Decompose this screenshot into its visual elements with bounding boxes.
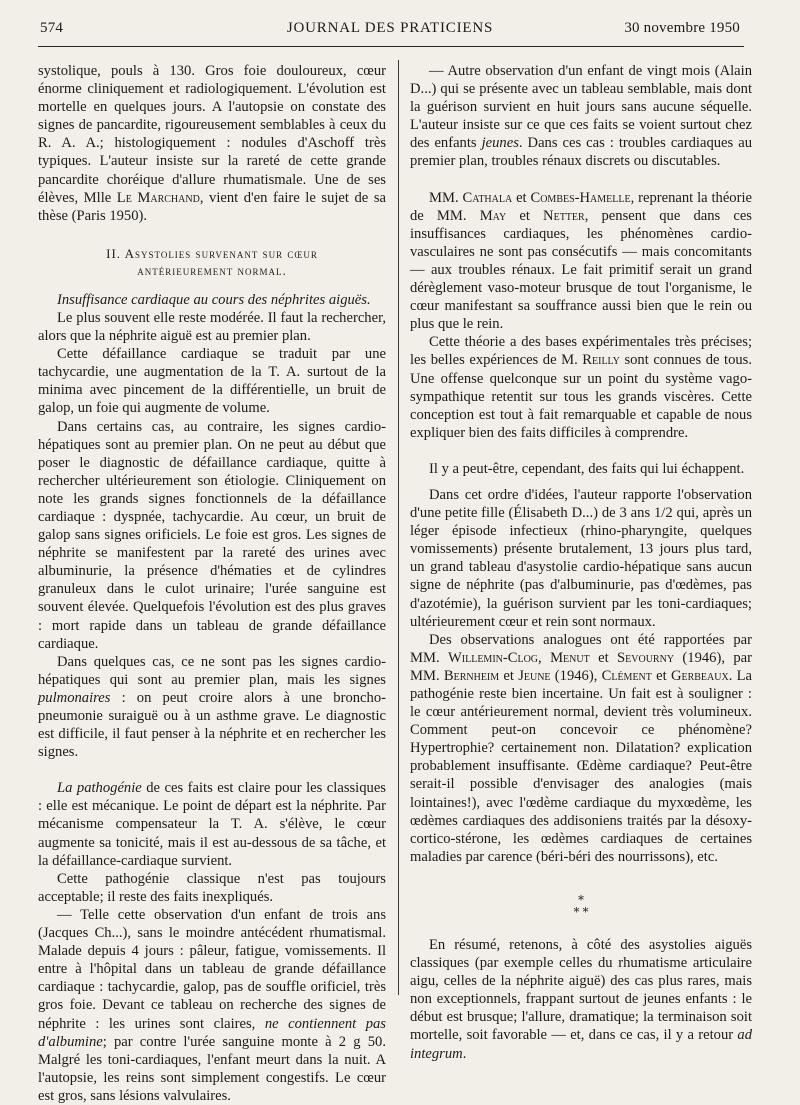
paragraph: Le plus souvent elle reste modérée. Il faut la rechercher, alors que la néphrite aiguë est au premier plan.: [38, 309, 386, 345]
paragraph: MM. Cathala et Combes-Hamelle, reprenant la théorie de MM. May et Netter, pensent que dans ces insuffisances cardiaques, les phénomènes cardio-vasculaires ne sont pas consécutifs — mais concomitants — aux troubles rénaux. Le fait primitif serait un grand dérèglement vaso-moteur brusque de tout l'organisme, le cœur manifestant sa souffrance aussi bien que le rein ou plus que le rein.: [410, 189, 752, 333]
paragraph: Cette pathogénie classique n'est pas toujours acceptable; il reste des faits inexpliqués.: [38, 870, 386, 905]
column-divider: [398, 60, 399, 995]
paragraph: Des observations analogues ont été rapportées par MM. Willemin-Clog, Menut et Sevourny (1946), par MM. Bernheim et Jeune (1946), Clément et Gerbeaux. La pathogénie reste bien incertaine. Un fait est à souligner : le cœur antérieurement normal, devient très volumineux. Comment peut-on concevoir ce phénomène? Hypertrophie? certainement non. Dilatation? explication probablement insuffisante. Œdème cardiaque? Peut-être serait-il possible d'envisager des analogies (mais lointaines!), avec l'œdème cardiaque du myxœdème, les œdèmes cardiaques des addisoniens traités par la désoxy-cortico-stérone, les œdèmes cardiaques de certaines maladies par carence (béri-béri des nourrissons), etc.: [410, 631, 753, 865]
paragraph: Il y a peut-être, cependant, des faits qui lui échappent.: [429, 460, 745, 477]
paragraph: Dans certains cas, au contraire, les signes cardio-hépatiques sont au premier plan. On ne peut au début que poser le diagnostic de défaillance cardiaque, quitte à rechercher ultérieurement son étiologie. Cliniquement on note les grands signes fonctionnels de la défaillance cardiaque : dyspnée, tachycardie. Au cœur, un bruit de galop sans signes orificiels. Le foie est gros. Les signes de néphrite se manifestent par la rareté des urines avec albuminurie, la présence d'hématies et de cylindres granuleux dans le culot urinaire; l'urée sanguine est souvent élevée. Quelquefois l'évolution est des plus graves : mort rapide dans un tableau de grande défaillance cardiaque.: [38, 418, 386, 652]
paragraph: — Telle cette observation d'un enfant de trois ans (Jacques Ch...), sans le moindre antécédent rhumatismal. Malade depuis 4 jours : pâleur, fatigue, vomissements. Il entre à l'hôpital dans un tableau de grande défaillance cardiaque : tachycardie, galop, pas de souffle orificiel, très gros foie. Devant ce tableau on recherche des signes de néphrite : les urines sont claires, ne contiennent pas d'albumine; par contre l'urée sanguine monte à 2 g 50. Malgré les toni-cardiaques, l'enfant meurt dans la nuit. A l'autopsie, les reins sont simplement congestifs. Le cœur est gros, sans lésions valvulaires.: [38, 906, 386, 1104]
paragraph: La pathogénie de ces faits est claire pour les classiques : elle est mécanique. Le point de départ est la néphrite. Par mécanisme compensateur la T. A. s'élève, le cœur augmente sa tonicité, mais il est au-dessous de sa tâche, et la défaillance-cardiaque survient.: [38, 780, 386, 869]
paragraph: systolique, pouls à 130. Gros foie douloureux, cœur énorme cliniquement et radiologiquement. L'évolution est mortelle en quelques jours. A l'autopsie on constate des signes de pancardite, rigoureusement semblables à ceux du R. A. A.; histologiquement : nodules d'Aschoff très typiques. L'auteur insiste sur la rareté de cette grande pancardite choréique d'allure rhumatismale. Une de ses élèves, Mlle Le Marchand, vient d'en faire le sujet de sa thèse (Paris 1950).: [38, 63, 386, 224]
paragraph: Dans quelques cas, ce ne sont pas les signes cardio-hépatiques qui sont au premier plan, mais les signes pulmonaires : on peut croire alors à une broncho-pneumonie suraiguë ou à un asthme grave. Le diagnostic est difficile, il faut penser à la néphrite et en rechercher les signes.: [38, 653, 386, 761]
paragraph: Cette défaillance cardiaque se traduit par une tachycardie, une augmentation de la T. A. surtout de la minima avec pincement de la différentielle, un bruit de galop, un foie qui augmente de volume.: [38, 346, 386, 417]
subsection-title: Insuffisance cardiaque au cours des néphrites aiguës.: [57, 291, 371, 308]
page-header: [40, 20, 740, 44]
paragraph: En résumé, retenons, à côté des asystolies aiguës classiques (par exemple celles du rhumatisme articulaire aigu, celles de la néphrite aiguë) des cas plus rares, mais non exceptionnels, frappant surtout de jeunes enfants : le début est brusque; l'allure, dramatique; la terminaison soit mortelle, soit favorable — et, dans ce cas, il y a retour ad integrum.: [410, 936, 752, 1062]
author-name: Le Marchand: [116, 189, 200, 206]
asterism-divider: ⁎ ⁎ ⁎: [573, 888, 589, 915]
paragraph: — Autre observation d'un enfant de vingt mois (Alain D...) qui se présente avec un tableau semblable, mais dont la guérison survient en huit jours sans aucune séquelle. L'auteur insiste sur ce que ces faits se voient surtout chez des enfants jeunes. Dans ces cas : troubles cardiaques au premier plan, troubles rénaux discrets ou discutables.: [410, 63, 752, 170]
header-rule: [38, 46, 744, 47]
right-column: [410, 62, 752, 1063]
journal-title: JOURNAL DES PRATICIENS: [286, 20, 494, 36]
issue-date: 30 novembre 1950: [624, 20, 740, 36]
paragraph: Cette théorie a des bases expérimentales très précises; les belles expériences de M. Reilly sont connues de tous. Une offense quelconque sur un point du système vago-sympathique retentit sur tous les grands viscères. Cette conception est tout à fait remarquable et capable de nous expliquer bien des faits difficiles à comprendre.: [410, 334, 753, 441]
paragraph: Dans cet ordre d'idées, l'auteur rapporte l'observation d'une petite fille (Élisabeth D...) de 3 ans 1/2 qui, après un léger épisode infectieux (rhino-pharyngite, quelques vomissements) présente brutalement, 13 jours plus tard, un grand tableau d'asystolie cardio-hépatique sans aucun signe de néphrite (pas d'albuminurie, pas d'œdèmes, pas d'azotémie), la guérison survient par les toni-cardiaques; ultérieurement cœur et rein sont normaux.: [410, 486, 752, 630]
left-column: [38, 62, 386, 1105]
page-number: 574: [40, 20, 64, 36]
section-heading: II. Asystolies survenant sur cœur antérieurement normal.: [106, 245, 318, 278]
